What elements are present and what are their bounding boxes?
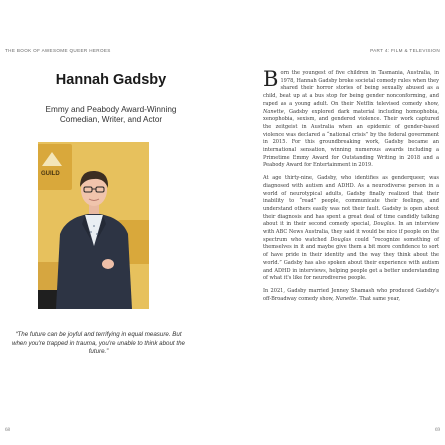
pull-quote: “The future can be joyful and terrifying in equal measure. But when you're trapped in trauma, you're unable to think about the future.” [12,331,185,356]
backdrop-logo-text: GUILD [41,171,60,177]
body-text [263,67,439,308]
portrait-photo [38,142,149,309]
paragraph-text: . In an interview with ABC News Australia, they said it would be nice if people on the spectrum who watched [263,221,439,243]
paragraph [263,288,439,303]
paragraph-text: At age thirty-nine, Gadsby, who identifies as genderqueer, was diagnosed with autism and ADHD. As a neurodiverse person in a world of neurotypical adults, Gadsby finally realized that their inability to “read” people, communicate their feelings, and understand others easily was not their fault. Gadsby is open about their diagnosis and has spent a great deal of time candidly talking about it in their second comedy special, [263,175,439,228]
show-title: Douglas [330,236,352,243]
paragraph [263,175,439,283]
running-header-right: PART 4: FILM & TELEVISION [370,48,440,53]
hero-name: Hannah Gadsby [55,72,167,88]
page-number-left: 68 [5,428,10,433]
hero-subtitle: Emmy and Peabody Award-Winning Comedian, Writer, and Actor [45,105,177,125]
running-header-left: THE BOOK OF AWESOME QUEER HEROES [5,48,111,53]
paragraph-text: In 2021, Gadsby married Jenney Shamash who produced Gadsby's off-Broadway comedy show, [263,287,439,302]
drop-cap: B [263,67,279,91]
show-title: Nanette [263,108,284,115]
paragraph-text: could “recognize something of themselves in it and maybe give them a bit more confidence to sort of have pride in their identity and the way they think about the world.” Gadsby has also spoken about their experience with autism and ADHD in interviews, helping people get a better understanding of what it's like for neurodiverse people. [263,236,439,282]
hands [102,259,114,269]
profile-column [0,58,222,126]
backdrop-panel [38,144,72,190]
shirt-pattern-dot [96,233,98,235]
paragraph-text: orn the youngest of five children in Tasmania, Australia, in 1978, Hannah Gadsby broke societal comedy rules when they shared their horror stories of being sexually abused as a child, beat up at a bus stop for being gender nonconforming, and raped as a young adult. On their Netflix televised comedy show, [263,70,439,107]
shirt-pattern-dot [90,231,92,233]
shirt-pattern-dot [93,225,95,227]
paragraph-text: , Gadsby explored dark material including homophobia, xenophobia, sexism, and gendered violence. Their work captured the zeitgeist in Australia when an epidemic of gender-based violence was declared a “national crisis” by the federal government in 2015. For this groundbreaking work, Gadsby became an international sensation, winning numerous awards including a Primetime Emmy Award for Outstanding Writing in 2018 and a Peabody Award for Entertainment in 2019. [263,108,439,169]
show-title: Douglas [373,221,395,228]
paragraph-text: . That same year, [356,295,400,302]
show-title: Nanette [335,295,357,302]
portrait-illustration [38,142,149,309]
page-number-right: 69 [435,428,440,433]
paragraph [263,67,439,170]
